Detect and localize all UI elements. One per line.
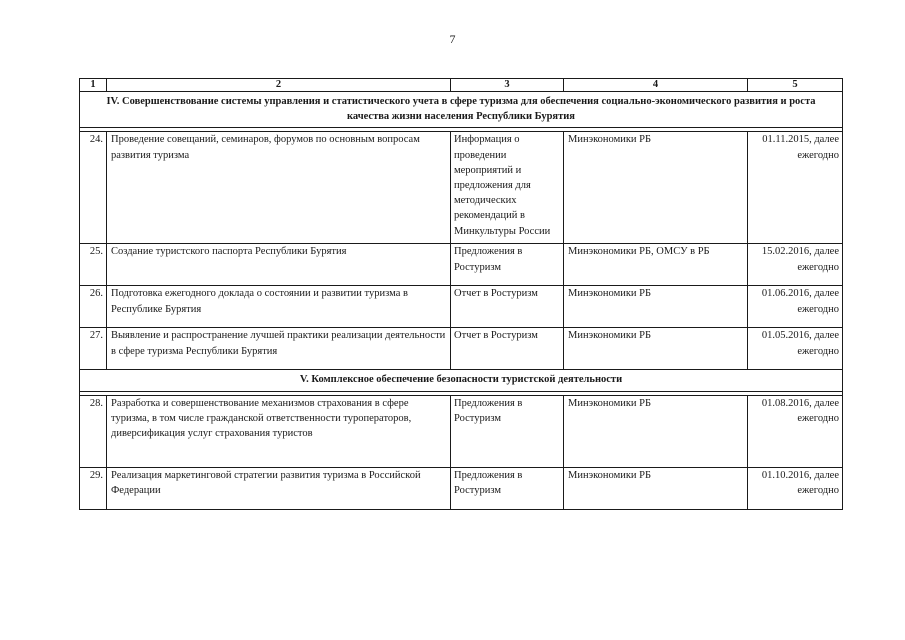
deadline-cell: 01.10.2016, далее ежегодно bbox=[748, 467, 843, 509]
column-header: 1 bbox=[80, 79, 107, 92]
action-plan-table bbox=[79, 78, 843, 510]
row-number: 27. bbox=[80, 328, 107, 370]
deadline-cell: 01.11.2015, далее ежегодно bbox=[748, 132, 843, 244]
row-number: 25. bbox=[80, 244, 107, 286]
section-title: V. Комплексное обеспечение безопасности туристской деятельности bbox=[80, 370, 843, 391]
row-number: 29. bbox=[80, 467, 107, 509]
activity-cell: Реализация маркетинговой стратегии развития туризма в Российской Федерации bbox=[107, 467, 451, 509]
completion-form-cell: Информация о проведении мероприятий и предложения для методических рекомендаций в Минкультуры России bbox=[451, 132, 564, 244]
completion-form-cell: Предложения в Ростуризм bbox=[451, 395, 564, 467]
table-row bbox=[80, 328, 843, 370]
executor-cell: Минэкономики РБ, ОМСУ в РБ bbox=[564, 244, 748, 286]
executor-cell: Минэкономики РБ bbox=[564, 286, 748, 328]
deadline-cell: 01.08.2016, далее ежегодно bbox=[748, 395, 843, 467]
deadline-cell: 01.05.2016, далее ежегодно bbox=[748, 328, 843, 370]
completion-form-cell: Отчет в Ростуризм bbox=[451, 286, 564, 328]
column-header: 2 bbox=[107, 79, 451, 92]
row-number: 28. bbox=[80, 395, 107, 467]
section-header-row bbox=[80, 92, 843, 128]
table-row bbox=[80, 467, 843, 509]
activity-cell: Создание туристского паспорта Республики Бурятия bbox=[107, 244, 451, 286]
executor-cell: Минэкономики РБ bbox=[564, 328, 748, 370]
executor-cell: Минэкономики РБ bbox=[564, 395, 748, 467]
table-row bbox=[80, 244, 843, 286]
deadline-cell: 01.06.2016, далее ежегодно bbox=[748, 286, 843, 328]
row-number: 26. bbox=[80, 286, 107, 328]
activity-cell: Подготовка ежегодного доклада о состоянии и развитии туризма в Республике Бурятия bbox=[107, 286, 451, 328]
section-header-row bbox=[80, 370, 843, 391]
completion-form-cell: Предложения в Ростуризм bbox=[451, 244, 564, 286]
table-row bbox=[80, 395, 843, 467]
activity-cell: Разработка и совершенствование механизмов страхования в сфере туризма, в том числе гражданской ответственности туроператоров, диверсификация услуг страхования туристов bbox=[107, 395, 451, 467]
executor-cell: Минэкономики РБ bbox=[564, 132, 748, 244]
row-number: 24. bbox=[80, 132, 107, 244]
table-row bbox=[80, 132, 843, 244]
activity-cell: Выявление и распространение лучшей практики реализации деятельности в сфере туризма Республики Бурятия bbox=[107, 328, 451, 370]
page-number: 7 bbox=[449, 32, 456, 46]
column-header: 5 bbox=[748, 79, 843, 92]
activity-cell: Проведение совещаний, семинаров, форумов по основным вопросам развития туризма bbox=[107, 132, 451, 244]
table-header-row bbox=[80, 79, 843, 92]
completion-form-cell: Предложения в Ростуризм bbox=[451, 467, 564, 509]
column-header: 3 bbox=[451, 79, 564, 92]
section-title: IV. Совершенствование системы управления и статистического учета в сфере туризма для обеспечения социально-экономического развития и роста качества жизни населения Республики Бурятия bbox=[80, 92, 843, 128]
completion-form-cell: Отчет в Ростуризм bbox=[451, 328, 564, 370]
column-header: 4 bbox=[564, 79, 748, 92]
table-row bbox=[80, 286, 843, 328]
executor-cell: Минэкономики РБ bbox=[564, 467, 748, 509]
deadline-cell: 15.02.2016, далее ежегодно bbox=[748, 244, 843, 286]
